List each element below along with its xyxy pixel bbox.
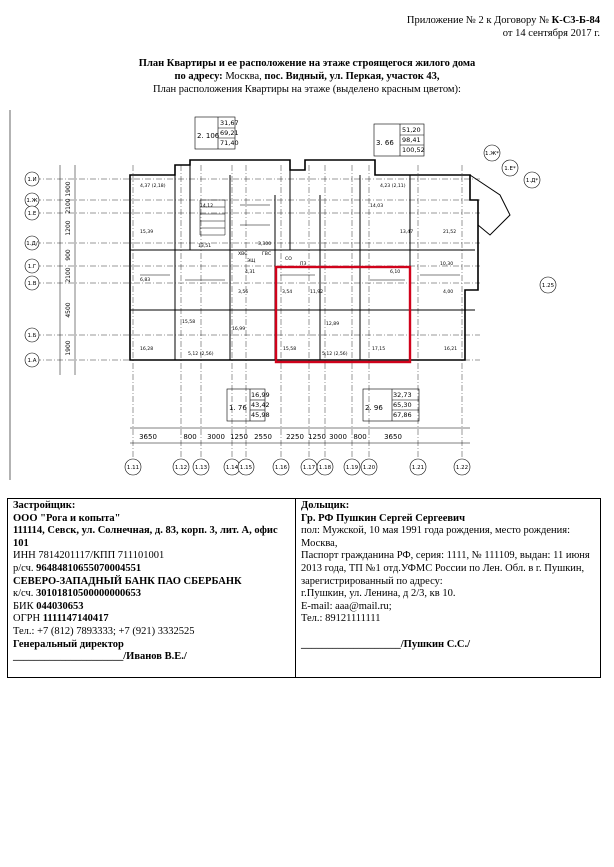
- room-area-label: 12,89: [326, 322, 340, 327]
- dimension-bottom: 800: [353, 433, 367, 441]
- room-area-label: 16,99: [232, 327, 246, 332]
- axis-bottom: 1.22: [455, 465, 469, 471]
- participant-signature: ___________________/Пушкин С.С./: [301, 638, 471, 650]
- unit-area: 100,52: [402, 146, 425, 154]
- unit-label: 3. 66: [376, 139, 394, 147]
- developer-heading: Застройщик:: [13, 500, 76, 511]
- dimension-bottom: 1250: [230, 433, 248, 441]
- developer-bik: БИК 044030653: [13, 600, 84, 612]
- title-line-3: План расположения Квартиры на этаже (выделено красным цветом):: [153, 84, 461, 95]
- room-area-label: ПЗ: [300, 262, 307, 267]
- dimension-left: 1900: [65, 340, 72, 356]
- room-area-label: 15,39: [140, 230, 154, 235]
- dimension-bottom: 3650: [384, 433, 402, 441]
- dimension-left: 2100: [65, 267, 72, 283]
- unit-label: 2. 96: [365, 404, 383, 412]
- unit-area: 71,40: [220, 139, 239, 147]
- room-area-label: 15,58: [182, 320, 196, 325]
- room-area-label: ЭЩ: [247, 259, 256, 264]
- appendix-prefix: Приложение № 2 к Договору №: [406, 15, 552, 26]
- developer-bank: СЕВЕРО-ЗАПАДНЫЙ БАНК ПАО СБЕРБАНК: [13, 575, 242, 587]
- title-line-2: по адресу: Москва, пос. Видный, ул. Перкая, участок 43,: [174, 71, 440, 82]
- room-area-label: 13,51: [198, 244, 212, 249]
- room-area-label: ХВС: [238, 252, 248, 257]
- dimension-bottom: 800: [183, 433, 197, 441]
- axis-bottom: 1.19: [345, 465, 359, 471]
- room-area-label: 4,31: [245, 270, 256, 275]
- axis-bottom: 1.18: [318, 465, 332, 471]
- dimension-bottom: 2550: [254, 433, 272, 441]
- dimension-left: 2100: [65, 198, 72, 214]
- participant-registered: зарегистрированный по адресу:: [301, 575, 443, 587]
- document-title: [0, 57, 614, 96]
- unit-area: 16,99: [251, 391, 270, 399]
- room-area-label: ГВС: [262, 252, 272, 257]
- unit-area: 45,98: [251, 411, 270, 419]
- room-area-label: 14,03: [370, 204, 384, 209]
- room-area-label: 16,21: [444, 347, 458, 352]
- room-area-label: 3,56: [238, 290, 249, 295]
- axis-left: 1.И: [27, 177, 37, 183]
- dimension-bottom: 1250: [308, 433, 326, 441]
- axis-corner: 1.Ж*: [485, 151, 499, 157]
- developer-account: р/сч. 96484810655070004551: [13, 562, 142, 574]
- axis-left: 1.Е: [27, 211, 37, 217]
- room-area-label: 16,28: [140, 347, 154, 352]
- dimension-left: 900: [65, 249, 72, 261]
- axis-bottom: 1.16: [274, 465, 288, 471]
- axis-bottom: 1.21: [411, 465, 425, 471]
- room-area-label: СО: [285, 257, 292, 262]
- room-area-label: 11,92: [310, 290, 324, 295]
- participant-heading: Дольщик:: [301, 500, 350, 511]
- axis-corner: 1.Е*: [504, 166, 516, 172]
- axis-left: 1.Ж: [26, 198, 38, 204]
- axis-bottom: 1.15: [239, 465, 253, 471]
- floor-plan: [0, 105, 614, 485]
- axis-left: 1.А: [27, 358, 37, 364]
- developer-ogrn: ОГРН 1111147140417: [13, 613, 109, 625]
- room-area-label: 6,83: [140, 278, 151, 283]
- room-area-label: 3,54: [282, 290, 293, 295]
- axis-left: 1.Г: [27, 264, 37, 270]
- axis-corner: 1.Д*: [525, 178, 539, 184]
- developer-inn: ИНН 7814201117/КПП 711101001: [13, 550, 165, 562]
- room-area-label: 4,00: [443, 290, 454, 295]
- axis-bottom: 1.13: [194, 465, 208, 471]
- room-area-label: 21,52: [443, 230, 457, 235]
- room-area-label: 10,30: [440, 262, 454, 267]
- developer-name: ООО "Рога и копыта": [13, 512, 121, 524]
- participant-address: г.Пушкин, ул. Ленина, д 2/3, кв 10.: [301, 588, 456, 600]
- participant-phone: Тел.: 89121111111: [301, 613, 381, 625]
- unit-area: 69,21: [220, 129, 239, 137]
- developer-cell: [8, 499, 296, 678]
- participant-email: E-mail: aaa@mail.ru;: [301, 600, 392, 612]
- axis-bottom: 1.17: [302, 465, 316, 471]
- dimension-bottom: 3000: [207, 433, 225, 441]
- room-area-label: 13,47: [400, 230, 414, 235]
- room-area-label: 6,10: [390, 270, 401, 275]
- axis-bottom: 1.14: [225, 465, 239, 471]
- dimension-left: 1200: [65, 220, 72, 236]
- developer-corr-account: к/сч. 30101810500000000653: [13, 588, 141, 600]
- room-area-label: 4,37 (2,18): [140, 184, 166, 189]
- title-line-1: План Квартиры и ее расположение на этаже строящегося жилого дома: [138, 58, 476, 69]
- room-area-label: 14,12: [200, 204, 214, 209]
- axis-bottom: 1.11: [126, 465, 140, 471]
- axis-corner: 1.25: [541, 283, 555, 289]
- axis-bottom: 1.12: [174, 465, 188, 471]
- room-area-label: 5,12 (2,56): [188, 352, 214, 357]
- unit-area: 32,73: [393, 391, 412, 399]
- dimension-bottom: 3000: [329, 433, 347, 441]
- unit-area: 98,41: [402, 136, 421, 144]
- dimension-bottom: 2250: [286, 433, 304, 441]
- room-area-label: 4,23 (2,11): [380, 184, 406, 189]
- unit-area: 43,42: [251, 401, 270, 409]
- participant-cell: [296, 499, 601, 678]
- dimension-bottom: 3650: [139, 433, 157, 441]
- participant-sex-birth: пол: Мужской, 10 мая 1991 года рождения, место рождения: Москва,: [301, 525, 571, 549]
- unit-area: 51,20: [402, 126, 421, 134]
- unit-area: 65,30: [393, 401, 412, 409]
- contract-number: К-С3-Б-84: [551, 15, 600, 26]
- room-area-label: 17,15: [372, 347, 386, 352]
- room-area-label: 5,12 (2,56): [322, 352, 348, 357]
- axis-left: 1.В: [27, 281, 37, 287]
- unit-label: 1. 76: [229, 404, 247, 412]
- participant-passport: Паспорт гражданина РФ, серия: 1111, № 111109, выдан: 11 июня 2013 года, ТП №1 отд.УФМС России по Лен. Обл. в г. Пушкин,: [301, 550, 590, 574]
- dimension-left: 4500: [65, 302, 72, 318]
- participant-name: Гр. РФ Пушкин Сергей Сергеевич: [301, 512, 466, 524]
- developer-position: Генеральный директор: [13, 638, 124, 650]
- room-area-label: 3,300: [258, 242, 272, 247]
- developer-signature: _____________________/Иванов В.Е./: [13, 651, 187, 663]
- appendix-header: [407, 14, 600, 40]
- dimension-left: 1900: [65, 181, 72, 197]
- developer-address: 111114, Севск, ул. Солнечная, д. 83, корп. 3, лит. А, офис 101: [13, 525, 278, 549]
- parties-table: [7, 498, 601, 678]
- contract-date: от 14 сентября 2017 г.: [502, 28, 600, 39]
- axis-left: 1.Б: [27, 333, 37, 339]
- unit-area: 31,67: [220, 119, 239, 127]
- unit-label: 2. 106: [197, 132, 220, 140]
- axis-left: 1.Д/: [26, 241, 38, 247]
- room-area-label: 15,58: [283, 347, 297, 352]
- developer-phone: Тел.: +7 (812) 7893333; +7 (921) 3332525: [13, 625, 195, 637]
- axis-bottom: 1.20: [362, 465, 376, 471]
- unit-area: 67,86: [393, 411, 412, 419]
